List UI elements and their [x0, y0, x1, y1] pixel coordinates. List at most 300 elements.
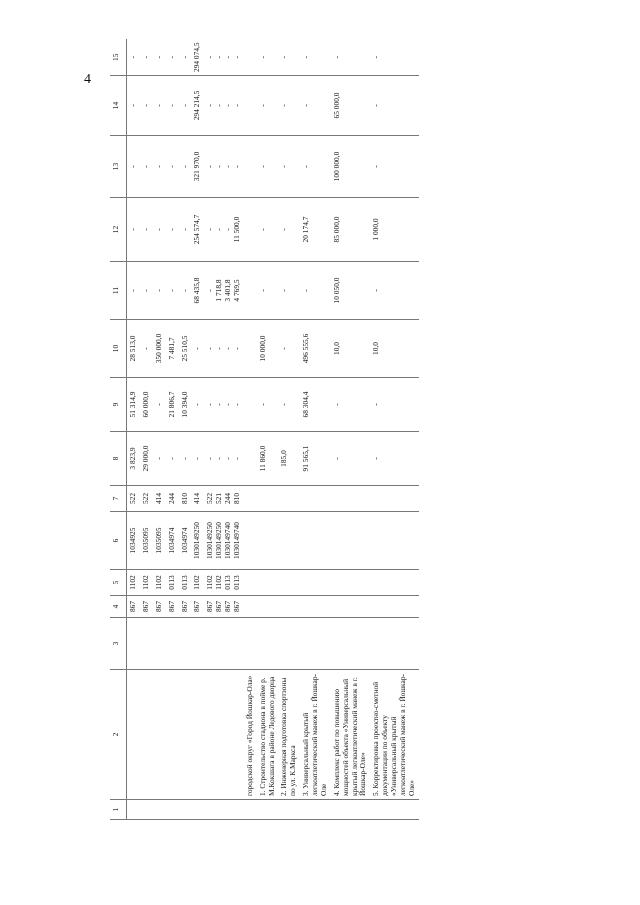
- cell-c6: [204, 512, 244, 570]
- table-row: [127, 40, 140, 820]
- cell-c5-line: 0113: [223, 575, 232, 590]
- cell-c9: 68 304,4: [300, 378, 331, 432]
- cell-c12-line: -: [179, 228, 189, 231]
- cell-c3: [204, 618, 244, 670]
- cell-c8: [140, 432, 153, 486]
- cell-c5: [153, 570, 166, 596]
- cell-c6-line: 1030149740: [231, 522, 241, 559]
- header-col-15: 15: [110, 40, 127, 76]
- cell-c7: [331, 486, 371, 512]
- cell-c10-line: 350 000,0: [153, 333, 163, 364]
- cell-c14-line: -: [205, 104, 215, 107]
- cell-c7: [166, 486, 179, 512]
- cell-c11: -: [300, 262, 331, 320]
- col-1: [331, 800, 371, 820]
- col-1: [127, 800, 140, 820]
- cell-c7: [244, 486, 257, 512]
- cell-c12-line: -: [166, 228, 176, 231]
- cell-c10-line: -: [223, 347, 232, 350]
- item-name: 5. Корректировка проектно-сметной документации по объекту «Универсальный крытый легкоатлетический манеж в г. Йошкар-Оле»: [370, 670, 418, 800]
- cell-c9: [140, 378, 153, 432]
- cell-c13-line: -: [140, 165, 150, 168]
- cell-c11: [191, 262, 204, 320]
- cell-c5: [244, 570, 257, 596]
- cell-c10-line: -: [214, 347, 224, 350]
- cell-c7-line: 244: [166, 492, 176, 505]
- cell-c8: [166, 432, 179, 486]
- page-number: 4: [84, 72, 91, 87]
- cell-c7-line: 522: [128, 492, 137, 505]
- cell-c10-line: -: [140, 347, 150, 350]
- cell-c13-line: -: [153, 165, 163, 168]
- cell-c6: [127, 512, 140, 570]
- cell-c6-line: 1034925: [128, 527, 137, 554]
- table-row: [179, 40, 192, 820]
- cell-c9-line: 21 806,7: [166, 391, 176, 418]
- cell-c13-line: -: [205, 165, 215, 168]
- cell-c9: -: [331, 378, 371, 432]
- col-1: [204, 800, 244, 820]
- cell-c3: [300, 618, 331, 670]
- cell-c10: -: [278, 320, 300, 378]
- header-col-4: 4: [110, 596, 127, 618]
- cell-c9-line: -: [192, 403, 202, 406]
- cell-c4-line: 867: [223, 600, 232, 613]
- cell-c5: [278, 570, 300, 596]
- cell-c15-line: -: [205, 56, 215, 59]
- cell-c4: [257, 596, 279, 618]
- col-1: [153, 800, 166, 820]
- cell-c13: -: [300, 136, 331, 198]
- cell-c15: [153, 40, 166, 76]
- cell-c10-line: -: [192, 347, 202, 350]
- cell-c7-line: 414: [192, 492, 202, 505]
- cell-c14-line: -: [231, 104, 241, 107]
- cell-c6: [370, 512, 418, 570]
- cell-c12: 85 000,0: [331, 198, 371, 262]
- header-col-13: 13: [110, 136, 127, 198]
- cell-c6-line: 1030149250: [205, 522, 215, 559]
- cell-c5: [140, 570, 153, 596]
- cell-c9-line: 51 314,9: [128, 391, 137, 418]
- cell-c8: [244, 432, 257, 486]
- cell-c7-line: 810: [179, 492, 189, 505]
- cell-c10: 10 000,0: [257, 320, 279, 378]
- cell-c14: -: [370, 76, 418, 136]
- cell-c14: [191, 76, 204, 136]
- cell-c15: -: [331, 40, 371, 76]
- cell-c4: [166, 596, 179, 618]
- cell-c9: [127, 378, 140, 432]
- cell-c5: [300, 570, 331, 596]
- cell-c3: [244, 618, 257, 670]
- header-col-10: 10: [110, 320, 127, 378]
- cell-c7-line: 522: [205, 492, 215, 505]
- cell-c6: [331, 512, 371, 570]
- cell-c8: 91 565,1: [300, 432, 331, 486]
- cell-c4: [278, 596, 300, 618]
- cell-c9: [166, 378, 179, 432]
- cell-c9-line: 60 000,0: [140, 391, 150, 418]
- cell-c9-line: -: [205, 403, 215, 406]
- cell-c8: -: [370, 432, 418, 486]
- cell-c13: -: [278, 136, 300, 198]
- cell-c11-line: -: [128, 289, 137, 292]
- cell-c14-line: -: [140, 104, 150, 107]
- cell-c3: [153, 618, 166, 670]
- cell-c5-line: 1102: [128, 575, 137, 590]
- cell-c11-line: -: [205, 289, 215, 292]
- cell-c11-line: -: [153, 289, 163, 292]
- cell-c5: [257, 570, 279, 596]
- cell-c8-line: -: [231, 457, 241, 460]
- cell-c4-line: 867: [192, 600, 202, 613]
- cell-c13-line: -: [223, 165, 232, 168]
- cell-c7: [153, 486, 166, 512]
- cell-c10: [127, 320, 140, 378]
- cell-c12-line: -: [214, 228, 224, 231]
- cell-c4-line: 867: [166, 600, 176, 613]
- rotated-table-container: [110, 40, 555, 820]
- header-col-12: 12: [110, 198, 127, 262]
- cell-c12: [140, 198, 153, 262]
- cell-c4-line: 867: [128, 600, 137, 613]
- cell-c10: 10,0: [370, 320, 418, 378]
- cell-c5: [370, 570, 418, 596]
- cell-c12: -: [278, 198, 300, 262]
- cell-c6: [153, 512, 166, 570]
- cell-c11: [127, 262, 140, 320]
- cell-c13: [179, 136, 192, 198]
- cell-c13: [166, 136, 179, 198]
- cell-c14: [179, 76, 192, 136]
- cell-c5-line: 0113: [166, 575, 176, 590]
- cell-c7-line: 244: [223, 492, 232, 505]
- cell-c15-line: -: [153, 56, 163, 59]
- cell-c11-line: 3 401,8: [223, 279, 232, 302]
- cell-c9: -: [278, 378, 300, 432]
- col-1: [179, 800, 192, 820]
- cell-c10: [191, 320, 204, 378]
- cell-c15: [166, 40, 179, 76]
- cell-c15: [179, 40, 192, 76]
- header-col-6: 6: [110, 512, 127, 570]
- cell-c6: [166, 512, 179, 570]
- cell-c8: 185,0: [278, 432, 300, 486]
- cell-c13: -: [370, 136, 418, 198]
- cell-c12: [244, 198, 257, 262]
- cell-c11: [244, 262, 257, 320]
- cell-c11: 10 050,0: [331, 262, 371, 320]
- cell-c14: [204, 76, 244, 136]
- cell-c14: [153, 76, 166, 136]
- cell-c6-line: 1030149740: [223, 522, 232, 559]
- cell-c4: [140, 596, 153, 618]
- cell-c15-line: -: [214, 56, 224, 59]
- cell-c12: [153, 198, 166, 262]
- budget-table: [110, 40, 419, 821]
- cell-c12: [204, 198, 244, 262]
- cell-c11: [153, 262, 166, 320]
- cell-c15-line: -: [179, 56, 189, 59]
- cell-c4-line: 867: [214, 600, 224, 613]
- cell-c14-line: -: [214, 104, 224, 107]
- cell-c11-line: 4 769,5: [231, 279, 241, 302]
- cell-c3: [127, 618, 140, 670]
- cell-c6-line: 1034974: [179, 527, 189, 554]
- cell-c10-line: 25 510,5: [179, 335, 189, 362]
- cell-c12: 1 000,0: [370, 198, 418, 262]
- cell-c3: [331, 618, 371, 670]
- cell-c15: [127, 40, 140, 76]
- cell-c14: -: [278, 76, 300, 136]
- cell-c4: [179, 596, 192, 618]
- cell-c12: [191, 198, 204, 262]
- cell-c15: [140, 40, 153, 76]
- cell-c8-line: -: [153, 457, 163, 460]
- cell-c6-line: 1035095: [140, 527, 150, 554]
- cell-c8-line: -: [166, 457, 176, 460]
- cell-c13-line: -: [231, 165, 241, 168]
- cell-c7: [257, 486, 279, 512]
- cell-c4-line: 867: [231, 600, 241, 613]
- cell-c13: [191, 136, 204, 198]
- col-1: [278, 800, 300, 820]
- cell-c6: [140, 512, 153, 570]
- cell-c8: [153, 432, 166, 486]
- header-col-3: 3: [110, 618, 127, 670]
- cell-c12-line: 11 500,0: [231, 216, 241, 243]
- cell-c10: [244, 320, 257, 378]
- table-row: [204, 40, 244, 820]
- cell-c7-line: 522: [140, 492, 150, 505]
- cell-c13: [204, 136, 244, 198]
- cell-c14: [140, 76, 153, 136]
- cell-c5-line: 1102: [153, 575, 163, 590]
- cell-c9-line: -: [231, 403, 241, 406]
- cell-c15-line: -: [166, 56, 176, 59]
- cell-c7: [300, 486, 331, 512]
- cell-c9-line: -: [214, 403, 224, 406]
- cell-c9: [204, 378, 244, 432]
- cell-c10-line: 28 513,0: [128, 335, 137, 362]
- cell-c15: [244, 40, 257, 76]
- cell-c8-line: 29 000,0: [140, 445, 150, 472]
- item-row: [278, 40, 300, 820]
- cell-c4: [244, 596, 257, 618]
- cell-c10: [140, 320, 153, 378]
- cell-c3: [370, 618, 418, 670]
- cell-c12: [127, 198, 140, 262]
- cell-c4: [153, 596, 166, 618]
- cell-c15: -: [257, 40, 279, 76]
- header-col-14: 14: [110, 76, 127, 136]
- cell-c11: -: [257, 262, 279, 320]
- cell-c11-line: -: [179, 289, 189, 292]
- col-1: [140, 800, 153, 820]
- cell-c7: [191, 486, 204, 512]
- cell-c8: 11 860,0: [257, 432, 279, 486]
- row-name: [179, 670, 192, 800]
- cell-c11-line: 68 435,8: [192, 277, 202, 304]
- row-name: [127, 670, 140, 800]
- cell-c4: [300, 596, 331, 618]
- header-col-8: 8: [110, 432, 127, 486]
- cell-c11: -: [278, 262, 300, 320]
- cell-c3: [278, 618, 300, 670]
- cell-c14-line: -: [128, 104, 137, 107]
- cell-c13: -: [257, 136, 279, 198]
- cell-c11: -: [370, 262, 418, 320]
- cell-c14-line: -: [153, 104, 163, 107]
- cell-c14-line: -: [179, 104, 189, 107]
- table-row: [166, 40, 179, 820]
- cell-c3: [140, 618, 153, 670]
- cell-c14-line: 294 214,5: [192, 90, 202, 121]
- cell-c5: [127, 570, 140, 596]
- cell-c5-line: 0113: [231, 575, 241, 590]
- cell-c9: [153, 378, 166, 432]
- item-row: [331, 40, 371, 820]
- cell-c3: [257, 618, 279, 670]
- cell-c7: [127, 486, 140, 512]
- cell-c11: [166, 262, 179, 320]
- cell-c7-line: 521: [214, 492, 224, 505]
- cell-c6-line: 1034974: [166, 527, 176, 554]
- cell-c4: [204, 596, 244, 618]
- cell-c12: [166, 198, 179, 262]
- cell-c3: [166, 618, 179, 670]
- cell-c8: [191, 432, 204, 486]
- cell-c6: [278, 512, 300, 570]
- cell-c4-line: 867: [179, 600, 189, 613]
- cell-c10: [179, 320, 192, 378]
- item-name: 1. Строительство стадиона в пойме р. М.Кокшага в районе Ледового дворца: [257, 670, 279, 800]
- cell-c9: [179, 378, 192, 432]
- cell-c14: [127, 76, 140, 136]
- cell-c4: [370, 596, 418, 618]
- cell-c11-line: 1 718,8: [214, 279, 224, 302]
- cell-c15-line: -: [223, 56, 232, 59]
- cell-c5-line: 1102: [205, 575, 215, 590]
- cell-c15-line: 294 074,5: [192, 42, 202, 72]
- col-1: [166, 800, 179, 820]
- cell-c8: -: [331, 432, 371, 486]
- cell-c6: [300, 512, 331, 570]
- cell-c6: [179, 512, 192, 570]
- table-row: [191, 40, 204, 820]
- row-name: [204, 670, 244, 800]
- cell-c10: [153, 320, 166, 378]
- item-name: 4. Комплекс работ по повышению мощностей объекта «Универсальный крытый легкоатлетический манеж в г. Йошкар-Оле»: [331, 670, 371, 800]
- cell-c10-line: 7 481,7: [166, 337, 176, 360]
- cell-c8: [127, 432, 140, 486]
- header-col-5: 5: [110, 570, 127, 596]
- cell-c12-line: -: [153, 228, 163, 231]
- col-1: [257, 800, 279, 820]
- cell-c14-line: -: [223, 104, 232, 107]
- cell-c13-line: -: [166, 165, 176, 168]
- cell-c13: 100 000,0: [331, 136, 371, 198]
- col-1: [244, 800, 257, 820]
- cell-c7-line: 810: [231, 492, 241, 505]
- cell-c6: [257, 512, 279, 570]
- cell-c12: -: [257, 198, 279, 262]
- cell-c5-line: 1102: [140, 575, 150, 590]
- cell-c15-line: -: [231, 56, 241, 59]
- cell-c6-line: 1030149250: [192, 522, 202, 559]
- cell-c8: [179, 432, 192, 486]
- cell-c9: -: [370, 378, 418, 432]
- cell-c12-line: -: [140, 228, 150, 231]
- cell-c8-line: -: [192, 457, 202, 460]
- col-1: [191, 800, 204, 820]
- cell-c9: [191, 378, 204, 432]
- cell-c9: [244, 378, 257, 432]
- total-label: городской округ «Город Йошкар-Ола»: [244, 670, 257, 800]
- cell-c10: 496 555,6: [300, 320, 331, 378]
- total-row: [244, 40, 257, 820]
- item-name: 3. Универсальный крытый легкоатлетический манеж в г. Йошкар-Оле: [300, 670, 331, 800]
- cell-c5: [331, 570, 371, 596]
- cell-c8-line: -: [214, 457, 224, 460]
- cell-c14: [244, 76, 257, 136]
- cell-c11: [140, 262, 153, 320]
- cell-c13: [153, 136, 166, 198]
- item-row: [300, 40, 331, 820]
- cell-c15: -: [278, 40, 300, 76]
- cell-c13-line: -: [214, 165, 224, 168]
- cell-c10-line: -: [231, 347, 241, 350]
- cell-c15: -: [370, 40, 418, 76]
- cell-c12: [179, 198, 192, 262]
- cell-c15: -: [300, 40, 331, 76]
- cell-c4-line: 867: [205, 600, 215, 613]
- cell-c7: [204, 486, 244, 512]
- header-row: [110, 40, 127, 820]
- cell-c12-line: 254 574,7: [192, 214, 202, 245]
- cell-c8-line: -: [205, 457, 215, 460]
- cell-c6-line: 1035095: [153, 527, 163, 554]
- cell-c14: 65 000,0: [331, 76, 371, 136]
- cell-c9-line: -: [223, 403, 232, 406]
- cell-c6: [244, 512, 257, 570]
- cell-c7: [370, 486, 418, 512]
- cell-c13: [244, 136, 257, 198]
- cell-c5-line: 1102: [214, 575, 224, 590]
- item-row: [257, 40, 279, 820]
- cell-c14: [166, 76, 179, 136]
- cell-c4-line: 867: [140, 600, 150, 613]
- cell-c7-line: 414: [153, 492, 163, 505]
- cell-c9-line: 10 394,0: [179, 391, 189, 418]
- cell-c14-line: -: [166, 104, 176, 107]
- item-name: 2. Инженерная подготовка спортзоны по ул. К.Маркса: [278, 670, 300, 800]
- cell-c11: [204, 262, 244, 320]
- cell-c8-line: -: [223, 457, 232, 460]
- col-1: [300, 800, 331, 820]
- cell-c3: [191, 618, 204, 670]
- cell-c12: 20 174,7: [300, 198, 331, 262]
- cell-c5: [204, 570, 244, 596]
- row-name: [166, 670, 179, 800]
- cell-c7: [179, 486, 192, 512]
- cell-c7: [140, 486, 153, 512]
- cell-c14: -: [300, 76, 331, 136]
- table-row: [140, 40, 153, 820]
- cell-c4: [191, 596, 204, 618]
- cell-c12-line: -: [223, 228, 232, 231]
